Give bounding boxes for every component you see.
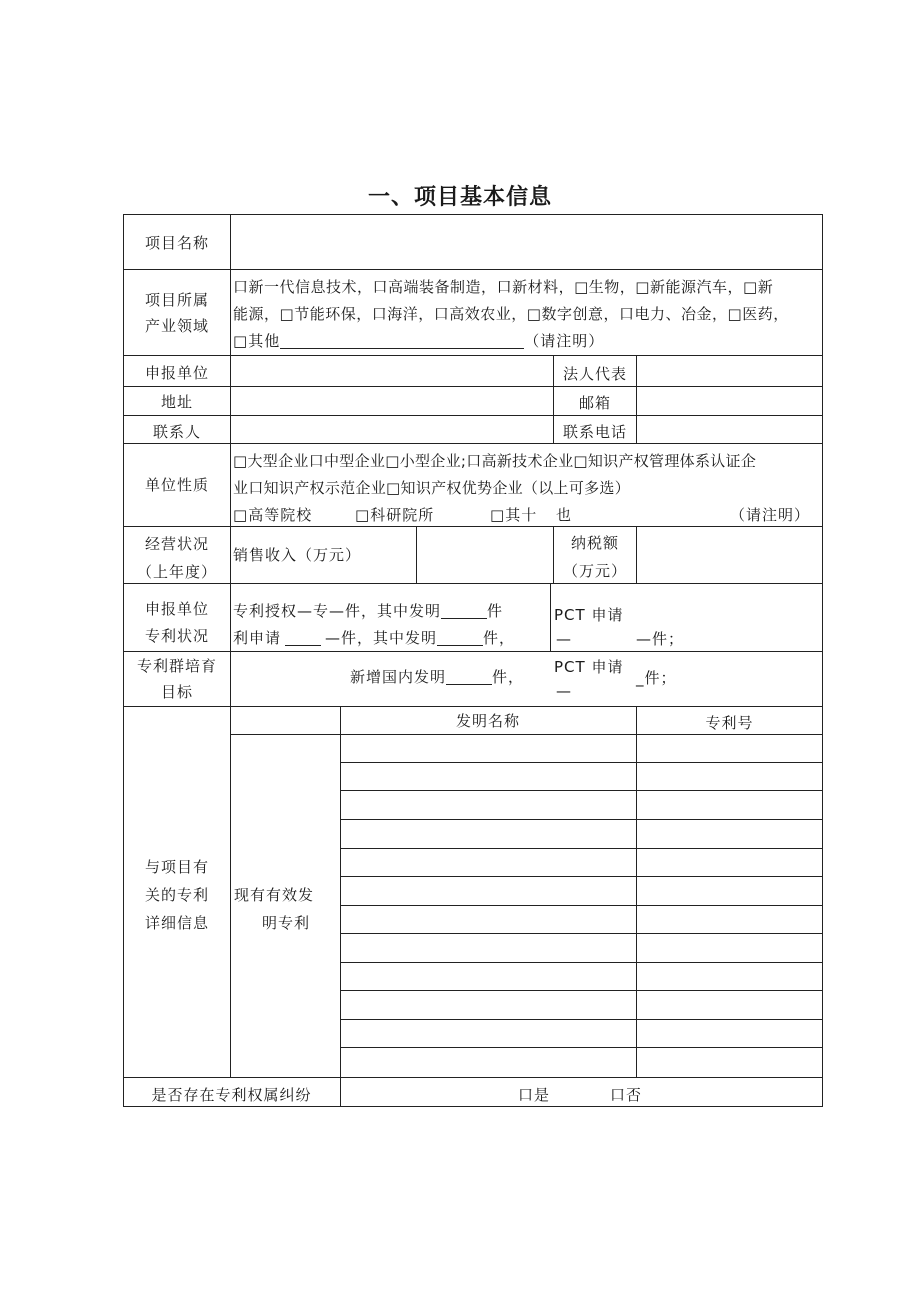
patent-detail-label-line1: 与项目有 bbox=[144, 858, 209, 876]
address-label: 地址 bbox=[160, 393, 193, 411]
cluster-goal-unit: 件， bbox=[492, 668, 525, 686]
grid-hline bbox=[123, 214, 823, 215]
grid-vline bbox=[636, 355, 637, 444]
industry-l2-checkbox-3[interactable]: 口 bbox=[433, 305, 450, 323]
dispute-no-label: 否 bbox=[626, 1086, 643, 1104]
industry-l2-label-3: 高效农业， bbox=[449, 305, 527, 323]
college-checkbox[interactable]: □ bbox=[233, 506, 249, 524]
industry-l1-label-0: 新一代信息技术， bbox=[248, 278, 373, 296]
industry-label-line1: 项目所属 bbox=[144, 291, 209, 309]
operation-label-line1: 经营状况 bbox=[144, 535, 209, 553]
patent-grant-unit: 件 bbox=[487, 602, 504, 620]
grid-vline bbox=[230, 214, 231, 1078]
industry-l2-option-0 bbox=[233, 305, 280, 323]
dispute-no-checkbox[interactable]: 口 bbox=[610, 1086, 627, 1104]
patent-status-label-line1: 申报单位 bbox=[144, 600, 209, 618]
nature-l1-checkbox-3[interactable]: 口 bbox=[466, 452, 482, 470]
industry-l1-checkbox-4[interactable]: □ bbox=[635, 278, 650, 296]
legal-rep-label: 法人代表 bbox=[562, 365, 627, 383]
industry-l2-label-5: 电力、冶金， bbox=[634, 305, 728, 323]
page-title: 一、项目基本信息 bbox=[367, 185, 552, 210]
industry-l2-label-0: 能源， bbox=[233, 305, 280, 323]
other-nature-tail: 也 bbox=[556, 506, 573, 524]
nature-l1-option-1 bbox=[309, 452, 386, 470]
dispute-yes-option bbox=[518, 1081, 550, 1109]
nature-l1-option-0 bbox=[233, 452, 309, 470]
nature-l1-option-3 bbox=[466, 452, 573, 470]
tax-label-line2: （万元） bbox=[562, 562, 627, 580]
industry-l1-label-4: 新能源汽车， bbox=[649, 278, 743, 296]
industry-l2-checkbox-4[interactable]: □ bbox=[526, 305, 542, 323]
industry-l2-option-2 bbox=[372, 305, 434, 323]
industry-l1-option-0 bbox=[233, 278, 373, 296]
nature-l2-label-1: 知识产权示范企业 bbox=[263, 479, 387, 497]
phone-label: 联系电话 bbox=[562, 423, 627, 441]
unit-nature-note: （请注明） bbox=[730, 506, 811, 524]
grid-hline bbox=[123, 269, 823, 270]
unit-nature-label: 单位性质 bbox=[144, 476, 209, 494]
grid-vline bbox=[636, 526, 637, 584]
nature-l1-option-4 bbox=[573, 452, 756, 470]
research-option bbox=[355, 501, 434, 529]
grid-hline bbox=[340, 762, 823, 763]
research-label: 科研院所 bbox=[370, 506, 435, 524]
col-invention-name: 发明名称 bbox=[455, 712, 520, 730]
nature-l1-checkbox-1[interactable]: 口 bbox=[308, 452, 324, 470]
industry-l1-option-3 bbox=[574, 278, 635, 296]
grid-hline bbox=[340, 905, 823, 906]
industry-other-checkbox[interactable]: □ bbox=[233, 332, 249, 350]
other-nature-checkbox[interactable]: □ bbox=[490, 506, 506, 524]
industry-l1-option-2 bbox=[497, 278, 575, 296]
unit-nature-line1 bbox=[233, 447, 756, 475]
grid-vline bbox=[550, 583, 551, 652]
cluster-pct-label: PCT 申请 bbox=[554, 658, 624, 676]
industry-label-line2: 产业领域 bbox=[144, 317, 209, 335]
grid-hline bbox=[340, 848, 823, 849]
industry-l1-label-1: 高端装备制造， bbox=[388, 278, 497, 296]
nature-l1-label-3: 高新技术企业 bbox=[481, 452, 574, 470]
cluster-pct-count: _件； bbox=[636, 669, 677, 687]
industry-l1-checkbox-0[interactable]: 口 bbox=[233, 278, 249, 296]
patent-detail-label-line2: 关的专利 bbox=[144, 886, 209, 904]
industry-l1-checkbox-5[interactable]: □ bbox=[743, 278, 758, 296]
dispute-yes-label: 是 bbox=[534, 1086, 551, 1104]
industry-l2-label-2: 海洋， bbox=[387, 305, 434, 323]
grid-hline bbox=[340, 1047, 823, 1048]
postcode-label: 邮箱 bbox=[578, 394, 611, 412]
dispute-yes-checkbox[interactable]: 口 bbox=[518, 1086, 535, 1104]
valid-patent-label-line1: 现有有效发 bbox=[234, 886, 315, 904]
applicant-label: 申报单位 bbox=[144, 364, 209, 382]
nature-l1-option-2 bbox=[385, 452, 466, 470]
nature-l2-option-2 bbox=[386, 479, 630, 497]
industry-l2-checkbox-5[interactable]: 口 bbox=[618, 305, 635, 323]
research-checkbox[interactable]: □ bbox=[355, 506, 371, 524]
grid-vline bbox=[340, 706, 341, 1107]
industry-options-line2 bbox=[233, 300, 789, 328]
grid-hline bbox=[340, 819, 823, 820]
patent-status-label-line2: 专利状况 bbox=[144, 627, 209, 645]
industry-l1-option-5 bbox=[743, 278, 773, 296]
college-label: 高等院校 bbox=[248, 506, 313, 524]
nature-l1-label-0: 大型企业 bbox=[247, 452, 309, 470]
industry-l1-checkbox-3[interactable]: □ bbox=[574, 278, 589, 296]
patent-grant-text: 专利授权—专 bbox=[233, 602, 330, 620]
cluster-goal-input[interactable] bbox=[446, 668, 492, 685]
industry-l2-checkbox-2[interactable]: 口 bbox=[371, 305, 388, 323]
grid-vline bbox=[636, 706, 637, 1078]
industry-other-input[interactable] bbox=[280, 332, 524, 349]
nature-l2-checkbox-2[interactable]: □ bbox=[386, 479, 401, 497]
nature-l1-checkbox-2[interactable]: □ bbox=[385, 452, 400, 470]
col-patent-number: 专利号 bbox=[705, 714, 754, 732]
grid-hline bbox=[340, 1019, 823, 1020]
nature-l1-label-4: 知识产权管理体系认证企 bbox=[587, 452, 757, 470]
grid-hline bbox=[340, 790, 823, 791]
patent-apply-text-b: —件，其中发明 bbox=[325, 629, 438, 647]
industry-l2-checkbox-6[interactable]: □ bbox=[727, 305, 743, 323]
dispute-label: 是否存在专利权属纠纷 bbox=[151, 1086, 312, 1104]
patent-apply-text: 利申请 bbox=[233, 629, 282, 647]
industry-l1-option-4 bbox=[635, 278, 743, 296]
other-nature-option bbox=[490, 501, 537, 529]
industry-other-line bbox=[233, 327, 604, 355]
grid-hline bbox=[340, 876, 823, 877]
industry-other-label: 其他 bbox=[248, 332, 281, 350]
industry-l2-option-3 bbox=[434, 305, 527, 323]
patent-grant-text-b: —件，其中发明 bbox=[329, 602, 442, 620]
cluster-goal-label-line2: 目标 bbox=[160, 683, 193, 701]
patent-detail-label-line3: 详细信息 bbox=[144, 914, 209, 932]
industry-l2-option-6 bbox=[728, 305, 789, 323]
grid-hline bbox=[340, 962, 823, 963]
industry-l2-label-1: 节能环保， bbox=[294, 305, 372, 323]
patent-apply-input[interactable] bbox=[285, 629, 321, 646]
industry-l1-label-5: 新 bbox=[757, 278, 774, 296]
industry-l2-checkbox-1[interactable]: □ bbox=[279, 305, 295, 323]
grid-vline bbox=[416, 526, 417, 584]
other-nature-label: 其十 bbox=[505, 506, 538, 524]
cluster-goal-line bbox=[350, 663, 524, 691]
grid-hline bbox=[123, 1077, 823, 1078]
nature-l1-checkbox-0[interactable]: □ bbox=[233, 452, 248, 470]
grid-hline bbox=[123, 355, 823, 356]
operation-label-line2: （上年度） bbox=[136, 563, 217, 581]
nature-l1-label-2: 小型企业; bbox=[399, 452, 467, 470]
grid-hline bbox=[123, 526, 823, 527]
cluster-pct-dash: — bbox=[556, 682, 572, 700]
industry-l2-option-5 bbox=[619, 305, 728, 323]
unit-nature-line3 bbox=[233, 501, 312, 529]
grid-hline bbox=[340, 933, 823, 934]
valid-patent-label-line2: 明专利 bbox=[262, 914, 311, 932]
industry-l1-checkbox-2[interactable]: 口 bbox=[496, 278, 513, 296]
patent-apply-line bbox=[233, 624, 515, 652]
industry-l1-label-3: 生物， bbox=[588, 278, 636, 296]
nature-l2-option-1 bbox=[248, 479, 386, 497]
unit-nature-line2 bbox=[233, 474, 630, 502]
contact-label: 联系人 bbox=[152, 423, 201, 441]
pct-label: PCT 申请 bbox=[554, 606, 624, 624]
patent-grant-line bbox=[233, 597, 503, 625]
patent-apply-invention-input[interactable] bbox=[437, 629, 483, 646]
nature-l1-checkbox-4[interactable]: □ bbox=[573, 452, 588, 470]
pct-dash: — bbox=[556, 630, 572, 648]
nature-l2-label-0: 业 bbox=[233, 479, 249, 497]
patent-apply-unit: 件， bbox=[483, 629, 516, 647]
nature-l2-checkbox-1[interactable]: 口 bbox=[248, 479, 264, 497]
project-name-label: 项目名称 bbox=[144, 234, 209, 252]
dispute-no-option bbox=[610, 1081, 642, 1109]
cluster-goal-label-line1: 专利群培育 bbox=[136, 657, 217, 675]
nature-l1-label-1: 中型企业 bbox=[324, 452, 386, 470]
tax-label-line1: 纳税额 bbox=[570, 534, 619, 552]
grid-vline bbox=[822, 214, 823, 1107]
pct-count: —件； bbox=[636, 630, 685, 648]
industry-l1-checkbox-1[interactable]: 口 bbox=[372, 278, 389, 296]
grid-hline bbox=[340, 990, 823, 991]
industry-l1-label-2: 新材料， bbox=[512, 278, 575, 296]
cluster-goal-text: 新增国内发明 bbox=[350, 668, 447, 686]
industry-l2-option-1 bbox=[280, 305, 372, 323]
industry-l2-label-4: 数字创意， bbox=[541, 305, 619, 323]
industry-note: （请注明） bbox=[524, 332, 605, 350]
industry-l2-option-4 bbox=[527, 305, 619, 323]
nature-l2-option-0 bbox=[233, 479, 248, 497]
patent-grant-invention-input[interactable] bbox=[441, 602, 487, 619]
industry-l2-label-6: 医药， bbox=[742, 305, 789, 323]
nature-l2-label-2: 知识产权优势企业（以上可多选） bbox=[400, 479, 631, 497]
industry-l1-option-1 bbox=[373, 278, 497, 296]
industry-options-line1 bbox=[233, 273, 773, 301]
sales-label: 销售收入（万元） bbox=[233, 546, 362, 564]
